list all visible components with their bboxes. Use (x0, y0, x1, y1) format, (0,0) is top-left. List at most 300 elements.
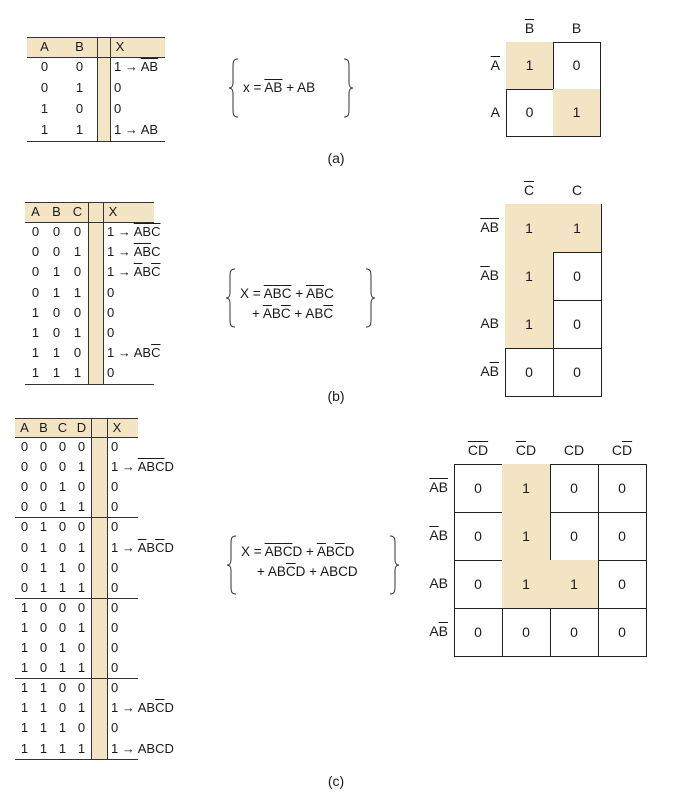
table-top-rule (27, 37, 165, 38)
term-literal: A (267, 564, 277, 579)
kmap-row-label (465, 219, 499, 235)
table-cell: 0 (75, 101, 84, 116)
table-cell: 1 (31, 325, 40, 340)
column-header: D (76, 419, 87, 435)
table-cell: 1 (77, 539, 86, 555)
kmap-cell: 0 (454, 560, 503, 609)
kmap-cell: 0 (454, 512, 503, 561)
term-literal: B (306, 80, 316, 95)
term-literal: $\overline{A}$ (137, 459, 147, 475)
table-divider-band (88, 202, 104, 384)
expr-lhs: x = (243, 80, 262, 95)
table-cell: 0 (20, 539, 29, 555)
output-cell: 0 (111, 640, 119, 655)
column-header: C (72, 204, 83, 219)
kmap-cell: 0 (506, 89, 554, 137)
arrow-icon: → (121, 59, 141, 74)
term-literal: $\overline{A}$ (264, 80, 274, 95)
output-cell: 0 (111, 680, 119, 696)
term-literal: $\overline{C}$ (523, 182, 535, 198)
expr-line-2: + $AB\overline{C}D$ + ABCD (257, 564, 358, 579)
term-literal: $\overline{C}$ (155, 539, 165, 555)
term-literal: $\overline{A}$ (137, 539, 147, 555)
table-cell: 0 (58, 519, 67, 535)
term-literal: A (480, 363, 490, 379)
expr-rhs: $\overline{A}\overline{B}$ + AB (264, 80, 316, 95)
table-cell: 1 (31, 304, 40, 320)
expr-line-2: + $\overline{A}B\overline{C} + AB\overline{C}$ (252, 306, 334, 321)
table-cell: 1 (75, 80, 84, 95)
product-term (305, 306, 333, 321)
output-cell: $1 \to \overline{A}\overline{B}$ (114, 59, 159, 74)
term-literal: $\overline{B}$ (272, 286, 282, 301)
term-literal: $\overline{C}$ (151, 264, 161, 280)
term-literal: A (490, 103, 500, 120)
kmap-cell: 0 (454, 608, 503, 657)
kmap-row-label (414, 623, 448, 639)
output-cell: 0 (111, 599, 119, 615)
output-cell: 0 (114, 80, 122, 95)
table-cell: 1 (39, 740, 48, 756)
arrow-icon: → (118, 700, 138, 716)
output-cell: 0 (107, 325, 115, 340)
table-cell: 1 (20, 619, 29, 635)
table-cell: 1 (20, 740, 29, 756)
table-cell: 1 (39, 579, 48, 595)
term-literal: $\overline{C}$ (151, 224, 161, 239)
output-cell: 0 (111, 479, 119, 495)
table-cell: 1 (31, 365, 40, 381)
term-literal: $\overline{D}$ (478, 442, 489, 458)
expr-line-1: $\overline{A}\overline{B}\overline{C} + \overline{A}\overline{B}C$ (263, 286, 334, 301)
table-cell: 0 (58, 599, 67, 615)
term-literal: A (429, 623, 439, 639)
term-literal: $\overline{A}$ (306, 286, 316, 301)
table-cell: 1 (39, 720, 48, 736)
table-cell: 0 (20, 479, 29, 495)
table-cell: 0 (77, 559, 86, 575)
arrow-icon: → (114, 244, 134, 260)
table-cell: 1 (39, 700, 48, 716)
term-literal: $\overline{A}$ (133, 264, 143, 280)
right-brace-c (388, 535, 400, 595)
product-term (263, 306, 291, 321)
term-literal: $\overline{A}$ (133, 244, 143, 260)
kmap-grid (454, 464, 647, 657)
left-brace-c (226, 535, 238, 595)
term-literal: A (480, 315, 490, 331)
table-divider-band (97, 37, 111, 141)
minterm-label (138, 700, 174, 715)
term-literal: $\overline{C}$ (467, 442, 478, 458)
table-cell: 0 (77, 640, 86, 655)
term-literal: D (347, 564, 358, 579)
kmap-cell: 0 (505, 348, 554, 397)
kmap-col-label (454, 442, 502, 458)
table-cell: 1 (73, 244, 82, 260)
minterm-label (134, 264, 161, 279)
table-cell: 1 (58, 720, 67, 736)
output-cell: 0 (111, 439, 119, 454)
kmap-col-label (505, 182, 553, 198)
kmap-cell: 0 (550, 464, 599, 513)
table-cell: 1 (20, 599, 29, 615)
term-literal: $\overline{B}$ (489, 363, 499, 379)
table-cell: 0 (39, 660, 48, 676)
kmap-col-label (598, 442, 646, 458)
table-cell: 1 (58, 640, 67, 655)
output-cell: 0 (114, 101, 122, 116)
term-literal: A (320, 564, 330, 579)
right-brace-a (342, 58, 354, 118)
kmap-col-label (550, 442, 598, 458)
table-top-rule (25, 202, 154, 203)
arrow-icon: → (121, 122, 141, 137)
table-cell: 0 (52, 325, 61, 340)
term-literal: $\overline{C}$ (151, 345, 161, 361)
table-cell: 0 (58, 539, 67, 555)
table-cell: 0 (52, 304, 61, 320)
table-cell: 1 (20, 640, 29, 655)
term-literal: D (292, 544, 303, 559)
kmap-row-label (414, 479, 448, 495)
term-literal: B (271, 306, 281, 321)
term-literal: A (137, 740, 147, 756)
expression-a (243, 78, 315, 98)
table-cell: 1 (40, 101, 49, 116)
table-cell: 0 (75, 59, 84, 74)
term-literal: A (137, 700, 147, 716)
table-cell: 0 (20, 519, 29, 535)
table-cell: 1 (52, 284, 61, 300)
table-cell: 0 (20, 559, 29, 575)
table-top-rule (15, 418, 138, 419)
column-header: A (40, 39, 49, 54)
term-literal: $\overline{A}$ (264, 544, 274, 559)
arrow-icon: → (114, 264, 134, 280)
arrow-icon: → (114, 224, 134, 239)
kmap-cell: 0 (550, 512, 599, 561)
table-cell: 0 (58, 680, 67, 696)
output-cell: 0 (107, 284, 115, 300)
table-cell: 1 (77, 459, 86, 475)
table-cell: 1 (77, 579, 86, 595)
table-cell: 0 (31, 284, 40, 300)
minterm-label (141, 59, 158, 74)
expr-lhs: X = (240, 286, 261, 301)
term-literal: $\overline{B}$ (142, 244, 152, 260)
column-header: B (52, 204, 61, 219)
table-cell: 0 (77, 680, 86, 696)
term-literal: C (151, 244, 161, 260)
term-literal: $\overline{B}$ (149, 59, 159, 74)
output-cell: $1 \to AB\overline{C}D$ (111, 700, 174, 716)
table-cell: 0 (39, 479, 48, 495)
output-cell: 0 (111, 519, 119, 535)
term-literal: A (305, 306, 315, 321)
term-literal: $\overline{C}$ (155, 459, 165, 475)
table-cell: 0 (39, 619, 48, 635)
minterm-label (138, 540, 174, 555)
term-literal: $\overline{C}$ (515, 442, 526, 458)
term-literal: $\overline{A}$ (480, 219, 490, 235)
table-cell: 0 (20, 459, 29, 475)
output-cell: $1 \to \overline{A}B\overline{C}$ (107, 264, 161, 280)
term-literal: A (429, 575, 439, 591)
table-bottom-rule (25, 384, 154, 385)
term-literal: C (324, 286, 334, 301)
table-cell: 0 (77, 720, 86, 736)
table-cell: 0 (20, 499, 29, 515)
output-cell: 1 → ABCD (111, 740, 174, 756)
output-cell: 0 (111, 720, 119, 736)
kmap-row-label (466, 57, 500, 73)
expr-lhs: X = (241, 544, 262, 559)
table-cell: 0 (58, 619, 67, 635)
kmap-cell: 1 (502, 464, 551, 513)
kmap-cell: 0 (502, 608, 551, 657)
product-term (264, 286, 292, 301)
term-literal: A (140, 122, 150, 137)
expr-line-1: $\overline{A}\overline{B}\overline{C}D + \overline{A}B\overline{C}D$ (264, 544, 355, 559)
term-literal: D (295, 564, 306, 579)
table-cell: 1 (58, 579, 67, 595)
product-term (297, 80, 315, 95)
kmap-cell: 1 (505, 300, 554, 349)
table-cell: 0 (52, 244, 61, 260)
term-literal: $\overline{B}$ (489, 219, 499, 235)
kmap-cell: 0 (553, 348, 602, 397)
output-cell: 0 (111, 559, 119, 575)
term-literal: $\overline{C}$ (155, 700, 165, 716)
term-literal: $\overline{A}$ (140, 59, 150, 74)
table-cell: 1 (77, 740, 86, 756)
table-cell: 1 (58, 660, 67, 676)
term-literal: $\overline{C}$ (282, 544, 293, 559)
product-term (317, 544, 355, 559)
minterm-label (134, 224, 161, 239)
table-cell: 1 (58, 479, 67, 495)
product-term (264, 80, 282, 95)
table-cell: 1 (39, 680, 48, 696)
column-header: A (31, 204, 40, 219)
term-literal: B (571, 20, 582, 36)
kmap-cell: 0 (553, 42, 601, 90)
term-literal: $\overline{A}$ (262, 306, 272, 321)
table-cell: 1 (20, 720, 29, 736)
term-literal: A (133, 345, 143, 361)
term-literal: $\overline{D}$ (622, 442, 633, 458)
term-literal: D (164, 459, 174, 475)
column-header: X (115, 39, 125, 54)
arrow-icon: → (118, 740, 138, 756)
term-literal: $\overline{A}$ (429, 479, 439, 495)
output-cell: 0 (111, 619, 119, 635)
term-literal: B (146, 740, 156, 756)
kmap-cell: 1 (505, 252, 554, 301)
kmap-col-label (553, 20, 600, 36)
table-cell: 1 (31, 345, 40, 361)
table-cell: 1 (75, 122, 84, 137)
output-cell: $1 \to \overline{A}\overline{B}\overline{C}D$ (111, 459, 174, 475)
term-literal: $\overline{A}$ (490, 56, 500, 73)
term-literal: $\overline{B}$ (438, 623, 448, 639)
term-literal: $\overline{C}$ (280, 306, 291, 321)
term-literal: $\overline{A}$ (263, 286, 273, 301)
table-cell: 1 (39, 539, 48, 555)
minterm-label (138, 459, 174, 474)
table-cell: 0 (77, 439, 86, 454)
table-cell: 1 (52, 345, 61, 361)
kmap-cell: 0 (598, 464, 647, 513)
term-literal: B (314, 306, 324, 321)
table-cell: 1 (52, 264, 61, 280)
term-literal: $\overline{B}$ (438, 479, 448, 495)
term-literal: D (164, 539, 174, 555)
kmap-cell: 1 (553, 89, 601, 137)
term-literal: $\overline{B}$ (315, 286, 325, 301)
kmap-cell: 0 (553, 252, 602, 301)
kmap-cell: 0 (553, 300, 602, 349)
kmap-row-label (465, 315, 499, 331)
term-literal: C (563, 442, 574, 458)
column-header: X (112, 419, 122, 435)
kmap-grid (506, 42, 601, 137)
term-literal: B (438, 575, 448, 591)
kmap-row-label (466, 104, 500, 120)
term-literal: $\overline{C}$ (323, 306, 334, 321)
output-cell: $1 \to \overline{A}B\overline{C}D$ (111, 539, 174, 555)
kmap-cell: 0 (454, 464, 503, 513)
term-literal: D (164, 700, 174, 716)
output-cell: $1 \to \overline{A}\overline{B}\overline{C}$ (107, 224, 161, 239)
term-literal: C (611, 442, 622, 458)
term-literal: D (164, 740, 174, 756)
kmap-row-label (465, 363, 499, 379)
kmap-row-label (414, 527, 448, 543)
kmap-grid (505, 204, 602, 397)
term-literal: C (338, 564, 348, 579)
product-term (306, 286, 334, 301)
kmap-cell: 1 (502, 560, 551, 609)
table-cell: 0 (40, 59, 49, 74)
table-cell: 0 (39, 499, 48, 515)
table-cell: 0 (73, 304, 82, 320)
term-literal: B (329, 564, 339, 579)
output-cell: 0 (107, 365, 115, 381)
left-brace-b (225, 268, 237, 328)
output-cell: 0 (111, 660, 119, 676)
term-literal: $\overline{C}$ (334, 544, 345, 559)
table-cell: 0 (77, 519, 86, 535)
table-cell: 1 (20, 700, 29, 716)
term-literal: D (526, 442, 537, 458)
term-literal: B (146, 539, 156, 555)
table-cell: 1 (52, 365, 61, 381)
output-cell: 0 (107, 304, 115, 320)
term-literal: $\overline{A}$ (316, 544, 326, 559)
table-bottom-rule (15, 759, 138, 760)
term-literal: B (149, 122, 159, 137)
term-literal: $\overline{C}$ (281, 286, 292, 301)
term-literal: $\overline{B}$ (524, 20, 535, 36)
kmap-cell: 1 (502, 512, 551, 561)
arrow-icon: → (114, 345, 134, 361)
table-cell: 1 (77, 660, 86, 676)
term-literal: $\overline{C}$ (285, 564, 296, 579)
term-literal: $\overline{A}$ (480, 267, 490, 283)
table-cell: 0 (58, 459, 67, 475)
term-literal: $\overline{A}$ (429, 527, 439, 543)
output-cell: 0 (111, 499, 119, 515)
kmap-cell: 1 (553, 204, 602, 253)
table-cell: 1 (58, 740, 67, 756)
table-cell: 0 (58, 700, 67, 716)
table-cell: 0 (39, 459, 48, 475)
kmap-cell: 0 (598, 608, 647, 657)
table-cell: 0 (40, 80, 49, 95)
table-bottom-rule (27, 141, 165, 142)
table-cell: 0 (73, 345, 82, 361)
table-cell: 0 (31, 264, 40, 280)
minterm-label (134, 244, 161, 259)
term-literal: B (276, 564, 286, 579)
term-literal: B (489, 315, 499, 331)
table-cell: 0 (20, 439, 29, 454)
table-cell: 0 (73, 224, 82, 239)
term-literal: B (146, 700, 156, 716)
output-cell: 1 → AB (114, 122, 159, 137)
kmap-col-label (502, 442, 550, 458)
table-cell: 1 (39, 519, 48, 535)
product-term (268, 564, 306, 579)
kmap-row-label (414, 575, 448, 591)
term-literal: B (142, 264, 152, 280)
table-cell: 0 (31, 244, 40, 260)
term-literal: C (571, 182, 583, 198)
table-divider-band (91, 418, 108, 759)
minterm-label (141, 122, 158, 137)
left-brace-a (228, 58, 240, 118)
table-cell: 0 (39, 640, 48, 655)
table-cell: 1 (58, 499, 67, 515)
table-cell: 0 (77, 599, 86, 615)
kmap-cell: 1 (550, 560, 599, 609)
right-brace-b (364, 268, 376, 328)
table-cell: 1 (40, 122, 49, 137)
minterm-label (138, 741, 174, 756)
kmap-cell: 0 (598, 512, 647, 561)
caption-c: (c) (327, 773, 345, 789)
minterm-label (134, 345, 161, 360)
expression-b (240, 284, 334, 324)
kmap-col-label (506, 20, 553, 36)
table-cell: 0 (39, 599, 48, 615)
term-literal: B (325, 544, 335, 559)
table-cell: 1 (20, 660, 29, 676)
term-literal: B (489, 267, 499, 283)
table-cell: 1 (39, 559, 48, 575)
table-cell: 1 (73, 365, 82, 381)
expression-c (241, 542, 358, 582)
output-cell: $1 \to AB\overline{C}$ (107, 345, 161, 361)
product-term (320, 564, 358, 579)
term-literal: $\overline{B}$ (273, 80, 283, 95)
arrow-icon: → (118, 539, 138, 555)
term-literal: $\overline{B}$ (146, 459, 156, 475)
table-cell: 1 (77, 700, 86, 716)
product-term (265, 544, 303, 559)
